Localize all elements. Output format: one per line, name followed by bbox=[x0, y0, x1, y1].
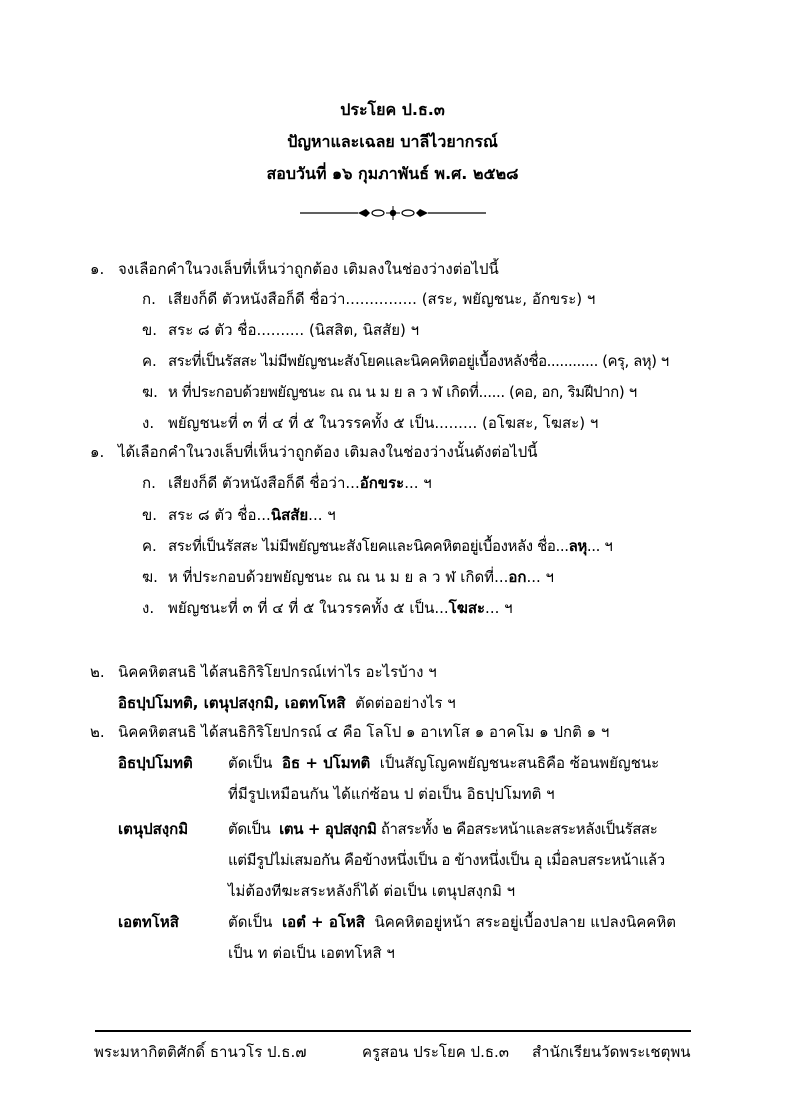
a1-item-post: ... ฯ bbox=[485, 599, 513, 617]
a2-term-text: อิธปฺปโมทติ bbox=[118, 754, 193, 772]
q1-item-label: ง. bbox=[142, 414, 155, 432]
q1-item-label: ก. bbox=[142, 290, 156, 308]
q2-prompt: นิคคหิตสนธิ ได้สนธิกิริโยปกรณ์เท่าไร อะไรบ้าง ฯ bbox=[118, 663, 437, 681]
a2-term-text: เตนุปสงฺกมิ bbox=[118, 820, 189, 838]
a2-number: ๒. bbox=[90, 723, 105, 741]
a1-item-label: ข. bbox=[142, 506, 158, 524]
a2-entry-line bbox=[228, 748, 659, 778]
a1-item-post: ... ฯ bbox=[526, 568, 554, 586]
a1-item-answer: ลหุ bbox=[568, 537, 587, 555]
ornament-divider bbox=[300, 203, 486, 223]
a2-prompt: นิคคหิตสนธิ ได้สนธิกิริโยปกรณ์ ๔ คือ โลโป ๑ อาเทโส ๑ อาคโม ๑ ปกติ ๑ ฯ bbox=[118, 723, 610, 741]
a2-explanation: เป็น ท ต่อเป็น เอตทโหสิ ฯ bbox=[228, 944, 395, 962]
q1-item-label: ค. bbox=[142, 352, 157, 370]
a1-item-text bbox=[168, 531, 612, 561]
a2-split: อิธ + ปโมทติ bbox=[281, 754, 371, 772]
a2-split: เอตํ + อโหสิ bbox=[281, 913, 365, 931]
q1-item-text: พยัญชนะที่ ๓ ที่ ๔ ที่ ๕ ในวรรคทั้ง ๕ เป็น......... (อโฆสะ, โฆสะ) ฯ bbox=[168, 414, 599, 432]
q1-item-text: เสียงก็ดี ตัวหนังสือก็ดี ชื่อว่า............... (สระ, พยัญชนะ, อักขระ) ฯ bbox=[168, 290, 596, 308]
a1-item-post: ... ฯ bbox=[404, 474, 432, 492]
footer-school: สำนักเรียนวัดพระเชตุพน bbox=[532, 1043, 691, 1061]
doc-title: ประโยค ป.ธ.๓ bbox=[340, 100, 445, 119]
a1-prompt: ได้เลือกคำในวงเล็บที่เห็นว่าถูกต้อง เติมลงในช่องว่างนั้นดังต่อไปนี้ bbox=[118, 443, 538, 461]
footer-author: พระมหากิตติศักดิ์ ธานวโร ป.ธ.๗ bbox=[94, 1043, 307, 1061]
a1-item-pre: ห ที่ประกอบด้วยพยัญชนะ ณ ณ น ม ย ล ว ฬ เกิดที่... bbox=[168, 568, 509, 586]
a1-item-pre: เสียงก็ดี ตัวหนังสือก็ดี ชื่อว่า... bbox=[168, 474, 360, 492]
a1-item-answer: อักขระ bbox=[359, 474, 405, 492]
a1-item-pre: สระที่เป็นรัสสะ ไม่มีพยัญชนะสังโยคและนิคคหิตอยู่เบื้องหลัง ชื่อ... bbox=[168, 537, 569, 555]
a2-explanation: ที่มีรูปเหมือนกัน ได้แก่ซ้อน ป ต่อเป็น อิธปฺปโมทติ ฯ bbox=[228, 785, 555, 803]
a1-item-label: ค. bbox=[142, 537, 157, 555]
a2-cut-label: ตัดเป็น bbox=[228, 913, 273, 931]
a1-item-answer: อก bbox=[508, 568, 527, 586]
q2-tail: ตัดต่ออย่างไร ฯ bbox=[355, 694, 456, 712]
a1-item-pre: สระ ๘ ตัว ชื่อ... bbox=[168, 506, 271, 524]
a1-item-label: ฆ. bbox=[142, 568, 158, 586]
q1-prompt: จงเลือกคำในวงเล็บที่เห็นว่าถูกต้อง เติมลงในช่องว่างต่อไปนี้ bbox=[118, 260, 499, 278]
a2-entry-line bbox=[228, 814, 657, 844]
q2-number: ๒. bbox=[90, 663, 105, 681]
a2-term-text: เอตทโหสิ bbox=[118, 913, 179, 931]
a2-entry-line bbox=[228, 907, 676, 937]
a2-term bbox=[118, 748, 193, 778]
a2-cut-label: ตัดเป็น bbox=[228, 754, 273, 772]
a1-item-pre: พยัญชนะที่ ๓ ที่ ๔ ที่ ๕ ในวรรคทั้ง ๕ เป็น... bbox=[168, 599, 449, 617]
a2-explanation: แต่มีรูปไม่เสมอกัน คือข้างหนึ่งเป็น อ ข้างหนึ่งเป็น อุ เมื่อลบสระหน้าแล้ว bbox=[228, 851, 665, 869]
q1-item-label: ฆ. bbox=[142, 383, 158, 401]
a1-item-text bbox=[168, 562, 554, 592]
a1-item-answer: โฆสะ bbox=[448, 599, 486, 617]
a2-explanation: นิคคหิตอยู่หน้า สระอยู่เบื้องปลาย แปลงนิคคหิต bbox=[374, 913, 676, 931]
a1-item-label: ก. bbox=[142, 474, 156, 492]
footer-rule bbox=[95, 1030, 691, 1032]
a1-item-text bbox=[168, 500, 336, 530]
a2-explanation: เป็นสัญโญคพยัญชนะสนธิคือ ซ้อนพยัญชนะ bbox=[379, 754, 660, 772]
q1-item-text: สระที่เป็นรัสสะ ไม่มีพยัญชนะสังโยคและนิคคหิตอยู่เบื้องหลังชื่อ............ (ครุ, ลหุ) ฯ bbox=[168, 352, 669, 370]
a1-item-post: ... ฯ bbox=[308, 506, 336, 524]
q1-item-text: ห ที่ประกอบด้วยพยัญชนะ ณ ณ น ม ย ล ว ฬ เกิดที่...... (คอ, อก, ริมฝีปาก) ฯ bbox=[168, 383, 637, 401]
a2-split: เตน + อุปสงฺกมิ bbox=[279, 820, 377, 838]
a2-explanation: ไม่ต้องทีฆะสระหลังก็ได้ ต่อเป็น เตนุปสงฺกมิ ฯ bbox=[228, 882, 516, 900]
a2-explanation: ถ้าสระทั้ง ๒ คือสระหน้าและสระหลังเป็นรัสสะ bbox=[380, 820, 658, 838]
a1-number: ๑. bbox=[90, 443, 105, 461]
a1-item-text bbox=[168, 468, 432, 498]
q1-number: ๑. bbox=[90, 260, 105, 278]
a2-cut-label: ตัดเป็น bbox=[228, 820, 271, 838]
q2-words-line bbox=[118, 688, 456, 718]
footer-teacher: ครูสอน ประโยค ป.ธ.๓ bbox=[362, 1043, 510, 1061]
a2-term bbox=[118, 907, 179, 937]
q1-item-text: สระ ๘ ตัว ชื่อ.......... (นิสสิต, นิสสัย) ฯ bbox=[168, 321, 420, 339]
a1-item-answer: นิสสัย bbox=[270, 506, 309, 524]
q1-item-label: ข. bbox=[142, 321, 158, 339]
a1-item-label: ง. bbox=[142, 599, 155, 617]
a2-term bbox=[118, 814, 188, 844]
q2-words: อิธปฺปโมทติ, เตนุปสงฺกมิ, เอตทโหสิ bbox=[118, 694, 346, 712]
a1-item-text bbox=[168, 593, 513, 623]
doc-subtitle: ปัญหาและเฉลย บาลีไวยากรณ์ bbox=[287, 132, 498, 151]
a1-item-post: ... ฯ bbox=[586, 537, 613, 555]
exam-date: สอบวันที่ ๑๖ กุมภาพันธ์ พ.ศ. ๒๕๒๘ bbox=[266, 164, 519, 183]
